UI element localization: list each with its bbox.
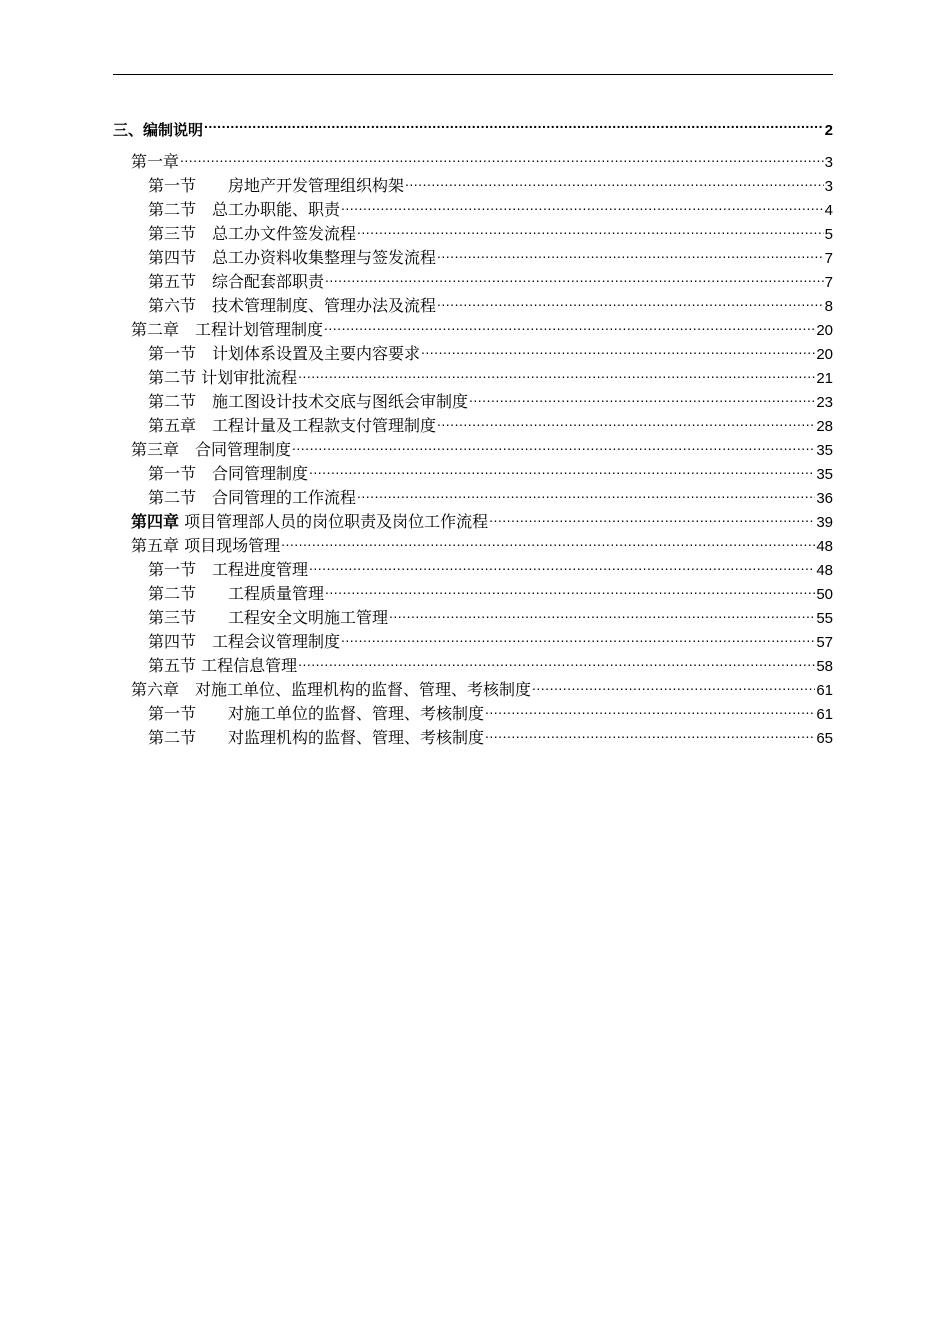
toc-dot-leader xyxy=(405,175,824,191)
toc-entry-title: 第二节 对监理机构的监督、管理、考核制度 xyxy=(148,728,485,747)
toc-entry-title: 第三章 合同管理制度 xyxy=(131,440,292,459)
toc-dot-leader xyxy=(421,343,815,359)
toc-entry[interactable] xyxy=(113,366,833,390)
toc-entry-chapter-number: 第四章 xyxy=(131,512,180,531)
toc-entry-title: 第六节 技术管理制度、管理办法及流程 xyxy=(148,296,437,315)
toc-dot-leader xyxy=(489,511,815,527)
toc-entry[interactable] xyxy=(113,654,833,678)
toc-dot-leader xyxy=(485,703,815,719)
toc-entry[interactable] xyxy=(113,270,833,294)
toc-entry-title: 第五章 项目现场管理 xyxy=(131,536,281,555)
toc-entry-title: 第四节 总工办资料收集整理与签发流程 xyxy=(148,248,437,267)
toc-entry[interactable] xyxy=(113,150,833,174)
toc-dot-leader xyxy=(357,223,824,239)
toc-page-number: 35 xyxy=(816,442,833,459)
toc-dot-leader xyxy=(469,391,815,407)
toc-entry-title: 第二节 合同管理的工作流程 xyxy=(148,488,357,507)
toc-entry[interactable] xyxy=(113,438,833,462)
toc-entry[interactable] xyxy=(113,558,833,582)
toc-entry-title: 第二节 工程质量管理 xyxy=(148,584,325,603)
toc-dot-leader xyxy=(325,583,815,599)
toc-page-number: 3 xyxy=(824,178,833,195)
toc-entry-title: 第四节 工程会议管理制度 xyxy=(148,632,341,651)
toc-dot-leader xyxy=(309,463,815,479)
toc-page-number: 61 xyxy=(816,706,833,723)
toc-entry-title: 第一节 对施工单位的监督、管理、考核制度 xyxy=(148,704,485,723)
toc-dot-leader xyxy=(298,367,815,383)
toc-page-number: 61 xyxy=(816,682,833,699)
toc-entry[interactable] xyxy=(113,678,833,702)
toc-entry-title: 第五节 工程信息管理 xyxy=(148,656,298,675)
toc-page-number: 2 xyxy=(824,122,833,139)
toc-dot-leader xyxy=(389,607,815,623)
toc-entry-title: 第一章 xyxy=(131,152,180,171)
toc-page-number: 21 xyxy=(816,370,833,387)
toc-entry-title: 第一节 房地产开发管理组织构架 xyxy=(148,176,405,195)
toc-entry[interactable] xyxy=(113,342,833,366)
toc-page-number: 8 xyxy=(824,298,833,315)
toc-entry-title: 第五章 工程计量及工程款支付管理制度 xyxy=(148,416,437,435)
toc-page-number: 65 xyxy=(816,730,833,747)
toc-entry-title: 第三节 工程安全文明施工管理 xyxy=(148,608,389,627)
toc-entry[interactable] xyxy=(113,246,833,270)
toc-dot-leader xyxy=(309,559,815,575)
toc-entry[interactable] xyxy=(113,174,833,198)
toc-entry[interactable] xyxy=(113,390,833,414)
toc-page-number: 20 xyxy=(816,346,833,363)
toc-entry[interactable] xyxy=(113,414,833,438)
toc-dot-leader xyxy=(324,319,815,335)
toc-page-number: 7 xyxy=(824,250,833,267)
toc-dot-leader xyxy=(437,415,815,431)
toc-page-number: 48 xyxy=(816,562,833,579)
toc-entry[interactable] xyxy=(113,486,833,510)
toc-entry[interactable] xyxy=(113,726,833,750)
toc-dot-leader xyxy=(485,727,815,743)
toc-page-number: 39 xyxy=(816,514,833,531)
toc-entry-title-text: 项目管理部人员的岗位职责及岗位工作流程 xyxy=(179,512,489,531)
toc-dot-leader xyxy=(180,151,824,167)
toc-entry[interactable] xyxy=(113,630,833,654)
toc-entry-title xyxy=(131,510,488,534)
toc-entry-title: 第一节 合同管理制度 xyxy=(148,464,309,483)
toc-page-number: 7 xyxy=(824,274,833,291)
toc-entry-title: 第一节 计划体系设置及主要内容要求 xyxy=(148,344,421,363)
toc-entry-title: 第五节 综合配套部职责 xyxy=(148,272,325,291)
toc-entry[interactable] xyxy=(113,606,833,630)
header-rule xyxy=(113,74,833,75)
toc-entry[interactable] xyxy=(113,294,833,318)
toc-entry-title: 第二节 总工办职能、职责 xyxy=(148,200,341,219)
toc-dot-leader xyxy=(292,439,815,455)
table-of-contents xyxy=(113,116,833,750)
toc-page-number: 20 xyxy=(816,322,833,339)
toc-entry[interactable] xyxy=(113,510,833,534)
toc-entry[interactable] xyxy=(113,462,833,486)
toc-entry[interactable] xyxy=(113,222,833,246)
toc-entry[interactable] xyxy=(113,534,833,558)
toc-dot-leader xyxy=(437,295,824,311)
toc-page-number: 55 xyxy=(816,610,833,627)
toc-entry-title: 第一节 工程进度管理 xyxy=(148,560,309,579)
toc-page-number: 23 xyxy=(816,394,833,411)
toc-dot-leader xyxy=(341,199,824,215)
toc-dot-leader xyxy=(298,655,815,671)
toc-page-number: 58 xyxy=(816,658,833,675)
toc-dot-leader xyxy=(437,247,824,263)
toc-page-number: 28 xyxy=(816,418,833,435)
toc-dot-leader xyxy=(204,120,824,135)
toc-entry[interactable] xyxy=(113,582,833,606)
toc-dot-leader xyxy=(341,631,815,647)
toc-entry[interactable] xyxy=(113,198,833,222)
toc-entry-title: 第二节 施工图设计技术交底与图纸会审制度 xyxy=(148,392,469,411)
toc-entry-title: 第六章 对施工单位、监理机构的监督、管理、考核制度 xyxy=(131,680,532,699)
toc-page-number: 57 xyxy=(816,634,833,651)
toc-page-number: 35 xyxy=(816,466,833,483)
toc-page-number: 5 xyxy=(824,226,833,243)
toc-dot-leader xyxy=(532,679,815,695)
toc-entry-title: 第三节 总工办文件签发流程 xyxy=(148,224,357,243)
toc-entry[interactable] xyxy=(113,702,833,726)
toc-dot-leader xyxy=(357,487,815,503)
toc-dot-leader xyxy=(281,535,815,551)
toc-entry[interactable] xyxy=(113,116,833,144)
toc-page-number: 36 xyxy=(816,490,833,507)
toc-page-number: 4 xyxy=(824,202,833,219)
toc-page-number: 50 xyxy=(816,586,833,603)
toc-entry-title: 第二章 工程计划管理制度 xyxy=(131,320,324,339)
toc-page-number: 3 xyxy=(824,154,833,171)
toc-entry-title: 三、编制说明 xyxy=(113,121,204,139)
toc-dot-leader xyxy=(325,271,824,287)
toc-entry[interactable] xyxy=(113,318,833,342)
toc-entry-title: 第二节 计划审批流程 xyxy=(148,368,298,387)
toc-page-number: 48 xyxy=(816,538,833,555)
